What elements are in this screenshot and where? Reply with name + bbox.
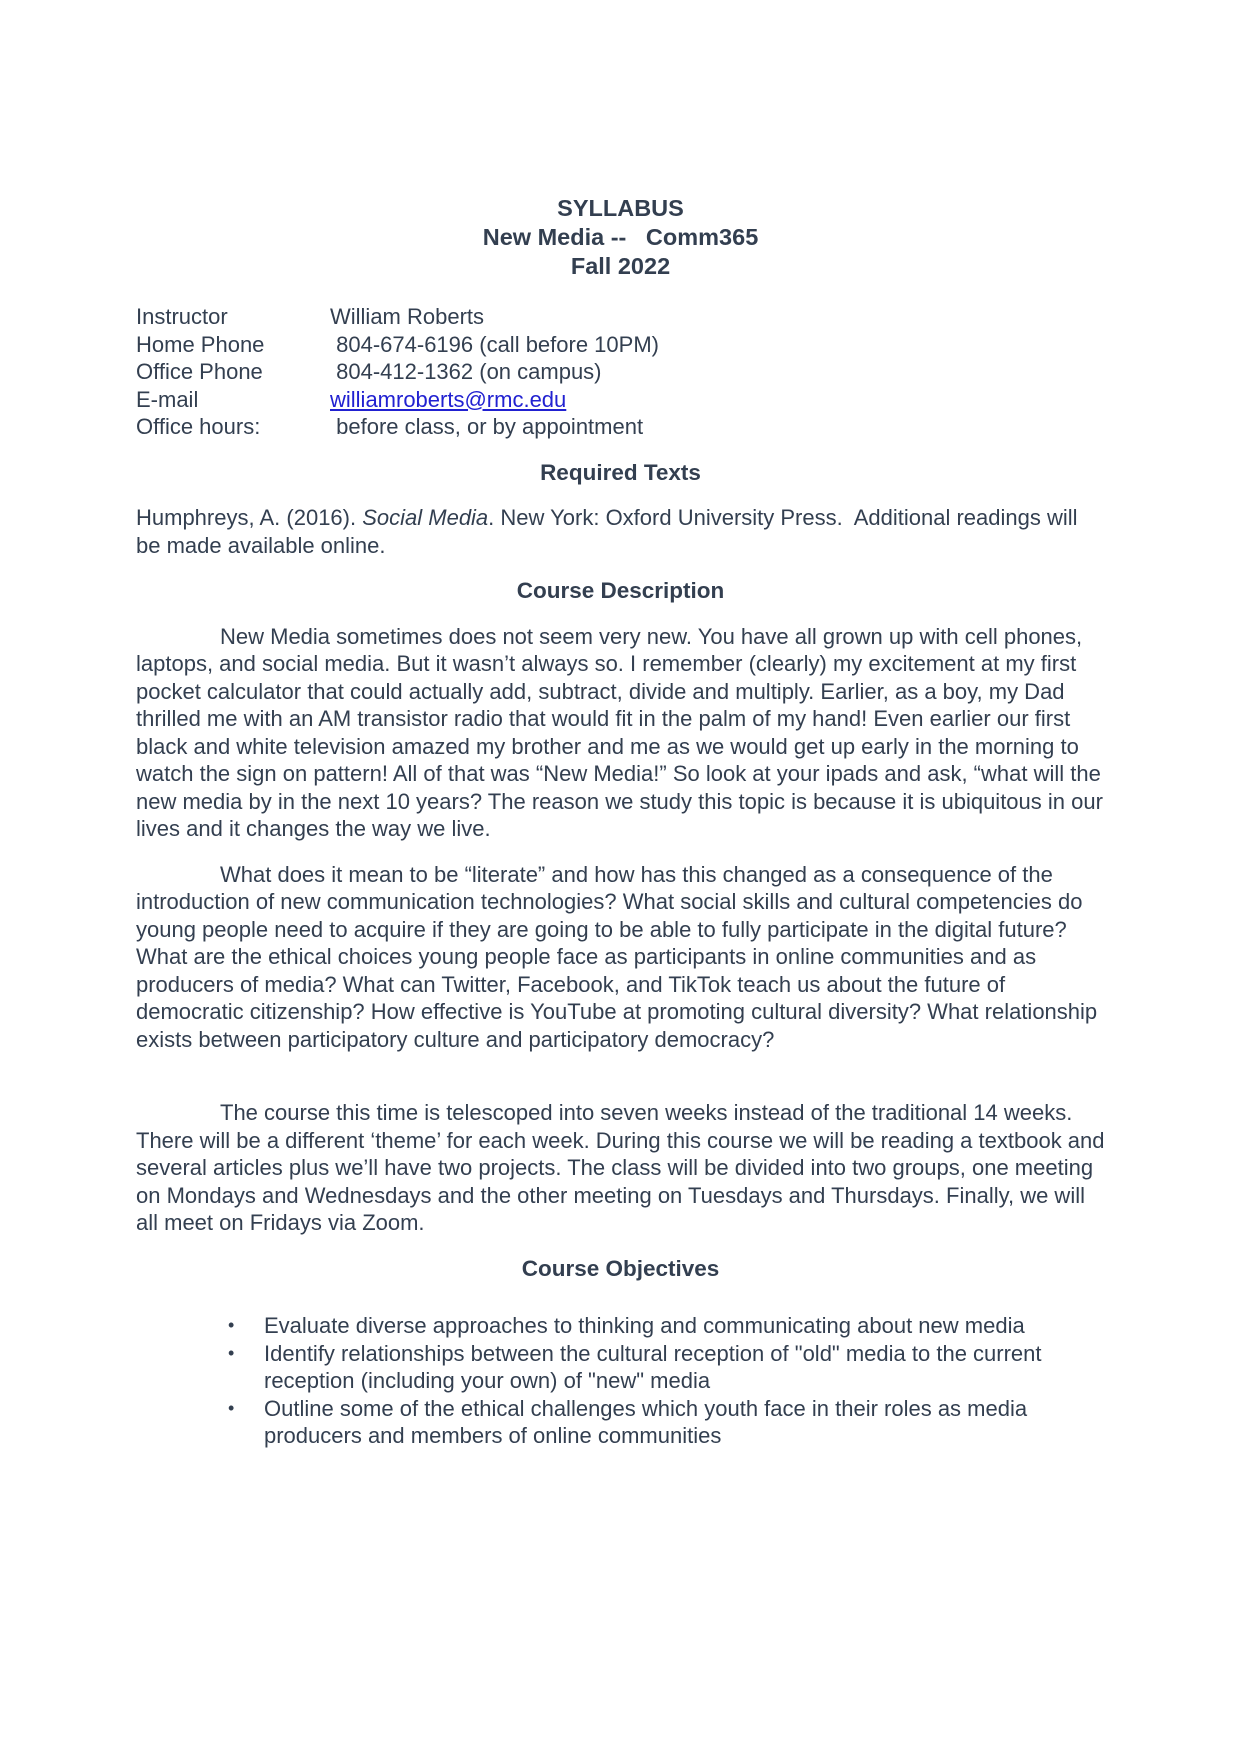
contact-label: Office Phone	[136, 359, 263, 384]
course-description-paragraph-1: New Media sometimes does not seem very new. You have all grown up with cell phones, laptops, and social media. But it wasn’t always so. I remember (clearly) my excitement at my first pocket calculator that could actually add, subtract, divide and multiply. Earlier, as a boy, my Dad thrilled me with an AM transistor radio that would fit in the palm of my hand! Even earlier our first black and white television amazed my brother and me as we would get up early in the morning to watch the sign on pattern! All of that was “New Media!” So look at your ipads and ask, “what will the new media by in the next 10 years? The reason we study this topic is because it is ubiquitous in our lives and it changes the way we live.	[136, 623, 1110, 841]
document-title-block	[136, 194, 1105, 281]
objective-text: Identify relationships between the cultural reception of "old" media to the current reception (including your own) of "new" media	[264, 1340, 1048, 1393]
bullet-icon: •	[228, 1342, 235, 1363]
contact-label: E-mail	[136, 386, 199, 412]
title-line-course: New Media -- Comm365	[482, 224, 759, 250]
objectives-list	[136, 1312, 1105, 1450]
contact-row-office-hours	[136, 413, 1105, 441]
contact-value: William Roberts	[330, 304, 485, 329]
list-item	[136, 1395, 1105, 1450]
contact-row-email	[136, 386, 1105, 414]
bullet-icon: •	[228, 1397, 235, 1418]
list-item	[136, 1340, 1105, 1395]
bullet-icon: •	[228, 1315, 235, 1335]
required-texts-citation	[136, 504, 1105, 559]
citation-suffix: . New York: Oxford University Press. Additional readings will be made available online.	[136, 505, 1084, 558]
citation-prefix: Humphreys, A. (2016).	[136, 505, 363, 530]
heading-course-objectives: Course Objectives	[521, 1255, 720, 1281]
course-description-paragraph-2: What does it mean to be “literate” and how has this changed as a consequence of the introduction of new communication technologies? What social skills and cultural competencies do young people need to acquire if they are going to be able to fully participate in the digital future? What are the ethical choices young people face as participants in online communities and as producers of media? What can Twitter, Facebook, and TikTok teach us about the future of democratic citizenship? How effective is YouTube at promoting cultural diversity? What relationship exists between participatory culture and participatory democracy?	[136, 861, 1104, 1052]
contact-label: Home Phone	[136, 331, 265, 357]
heading-course-description: Course Description	[516, 578, 725, 603]
contact-label: Office hours:	[136, 414, 261, 439]
heading-required-texts: Required Texts	[540, 459, 701, 485]
citation-book-title: Social Media	[362, 505, 489, 530]
course-description-paragraph-3: The course this time is telescoped into seven weeks instead of the traditional 14 weeks. There will be a different ‘theme’ for each week. During this course we will be reading a textbook and several articles plus we’ll have two projects. The class will be divided into two groups, one meeting on Mondays and Wednesdays and the other meeting on Tuesdays and Thursdays. Finally, we will all meet on Fridays via Zoom.	[136, 1100, 1111, 1235]
contact-value: before class, or by appointment	[330, 414, 644, 439]
contact-value: 804-412-1362 (on campus)	[330, 359, 602, 384]
title-line-syllabus: SYLLABUS	[557, 195, 684, 221]
contact-row-instructor	[136, 303, 1105, 331]
contact-row-home-phone	[136, 331, 1105, 359]
title-line-term: Fall 2022	[570, 253, 671, 279]
contact-info-block	[136, 303, 1105, 441]
contact-row-office-phone	[136, 358, 1105, 386]
objective-text: Evaluate diverse approaches to thinking and communicating about new media	[264, 1313, 1025, 1338]
objective-text: Outline some of the ethical challenges which youth face in their roles as media producers and members of online communities	[264, 1395, 1034, 1448]
email-link[interactable]: williamroberts@rmc.edu	[330, 386, 567, 412]
list-item	[136, 1312, 1105, 1340]
contact-label: Instructor	[136, 304, 228, 329]
contact-value: 804-674-6196 (call before 10PM)	[330, 331, 659, 357]
